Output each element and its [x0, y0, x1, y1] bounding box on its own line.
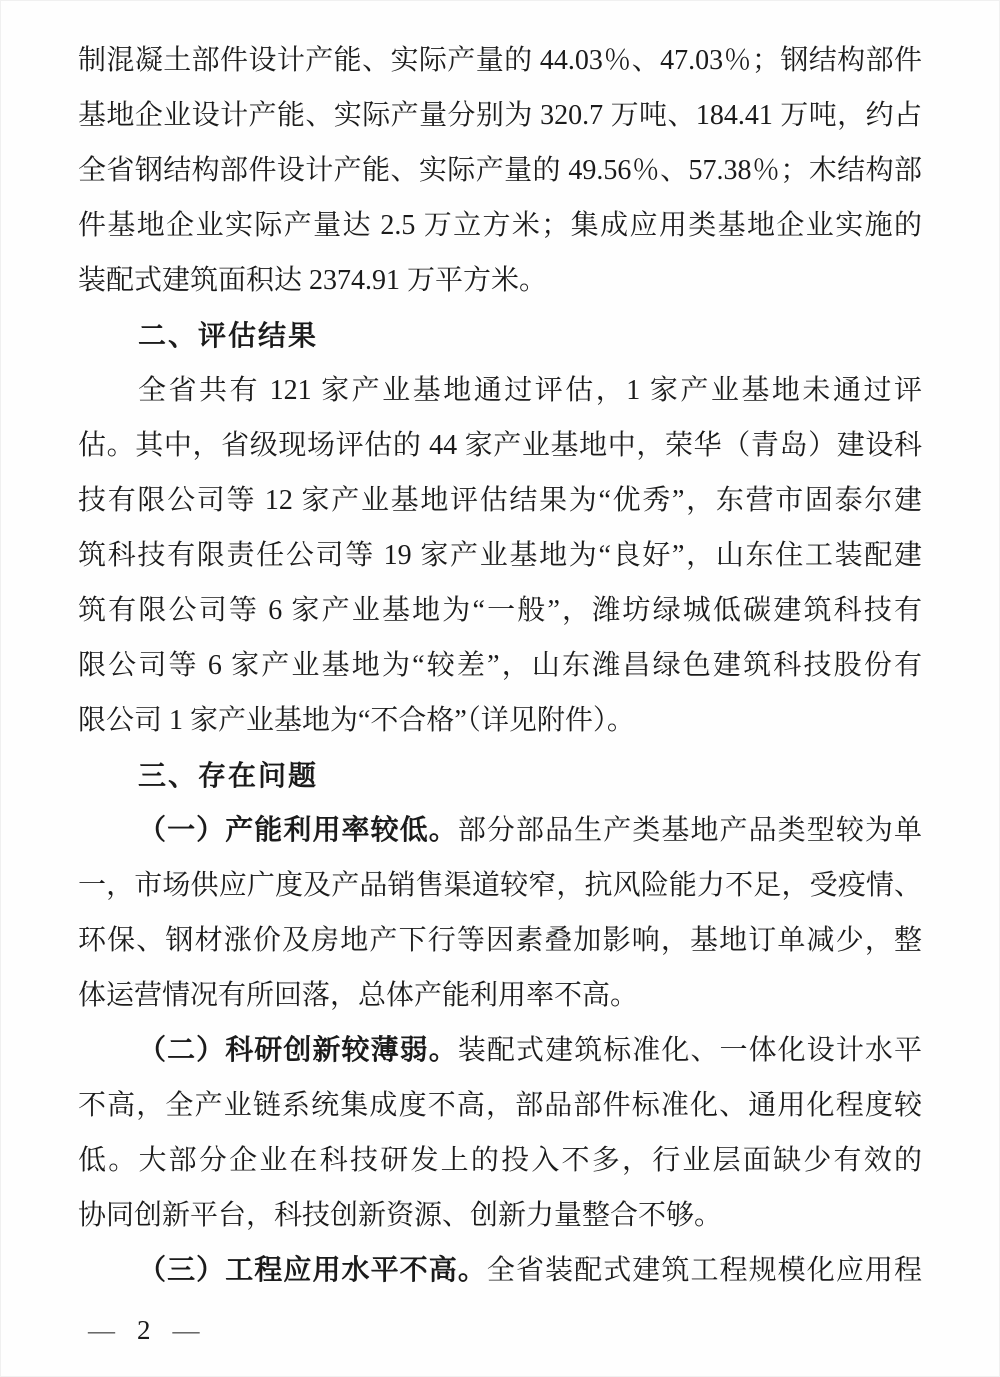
body-text: 基地企业设计产能、实际产量分别为 320.7 万吨、184.41 万吨，约占: [78, 100, 922, 131]
text-line: [78, 968, 922, 1023]
body-text: 部分部品生产类基地产品类型较为单: [457, 815, 922, 846]
text-line: [78, 1078, 922, 1133]
body-text: 不高，全产业链系统集成度不高，部品部件标准化、通用化程度较: [78, 1090, 922, 1121]
body-text: 全省钢结构部件设计产能、实际产量的 49.56％、57.38％；木结构部: [78, 155, 922, 186]
text-line: [78, 308, 922, 363]
page-number: 2: [137, 1315, 151, 1345]
body-text: 制混凝土部件设计产能、实际产量的 44.03％、47.03％；钢结构部件: [78, 45, 922, 76]
body-text: 装配式建筑标准化、一体化设计水平: [457, 1035, 922, 1066]
page-footer: [88, 1303, 200, 1358]
body-text: 技有限公司等 12 家产业基地评估结果为“优秀”，东营市固泰尔建: [78, 485, 922, 516]
body-text: 全省装配式建筑工程规模化应用程: [486, 1255, 922, 1286]
text-line: [78, 528, 922, 583]
text-line: [78, 693, 922, 748]
text-line: [78, 198, 922, 253]
section-heading: 三、存在问题: [138, 760, 319, 791]
body-text: 装配式建筑面积达 2374.91 万平方米。: [78, 265, 548, 296]
body-text: 限公司等 6 家产业基地为“较差”，山东潍昌绿色建筑科技股份有: [78, 650, 922, 681]
section-heading: 二、评估结果: [138, 320, 319, 351]
text-line: [78, 1188, 922, 1243]
text-line: [78, 638, 922, 693]
text-line: [78, 583, 922, 638]
body-text: 件基地企业实际产量达 2.5 万立方米；集成应用类基地企业实施的: [78, 210, 922, 241]
body-text: 环保、钢材涨价及房地产下行等因素叠加影响，基地订单减少，整: [78, 925, 922, 956]
paragraph-lead: （二）科研创新较薄弱。: [138, 1035, 458, 1066]
text-line: [78, 858, 922, 913]
body-text: 体运营情况有所回落，总体产能利用率不高。: [78, 980, 639, 1011]
body-text: 全省共有 121 家产业基地通过评估，1 家产业基地未通过评: [138, 375, 922, 406]
document-body: [78, 33, 922, 1298]
text-line: [78, 913, 922, 968]
text-line: [78, 418, 922, 473]
body-text: 估。其中，省级现场评估的 44 家产业基地中，荣华（青岛）建设科: [78, 430, 922, 461]
paragraph-lead: （三）工程应用水平不高。: [138, 1255, 487, 1286]
text-line: [78, 1023, 922, 1078]
body-text: 限公司 1 家产业基地为“不合格”（详见附件）。: [78, 705, 635, 736]
text-line: [78, 803, 922, 858]
text-line: [78, 143, 922, 198]
body-text: 一，市场供应广度及产品销售渠道较窄，抗风险能力不足，受疫情、: [78, 870, 922, 901]
footer-dash-left: —: [88, 1315, 115, 1345]
text-line: [78, 1243, 922, 1298]
body-text: 协同创新平台，科技创新资源、创新力量整合不够。: [78, 1200, 723, 1231]
text-line: [78, 88, 922, 143]
footer-dash-right: —: [172, 1315, 200, 1345]
text-line: [78, 33, 922, 88]
text-line: [78, 253, 922, 308]
body-text: 筑科技有限责任公司等 19 家产业基地为“良好”，山东住工装配建: [78, 540, 922, 571]
text-line: [78, 748, 922, 803]
text-line: [78, 473, 922, 528]
paragraph-lead: （一）产能利用率较低。: [138, 815, 458, 846]
body-text: 筑有限公司等 6 家产业基地为“一般”，潍坊绿城低碳建筑科技有: [78, 595, 922, 626]
body-text: 低。大部分企业在科技研发上的投入不多，行业层面缺少有效的: [78, 1145, 922, 1176]
text-line: [78, 1133, 922, 1188]
text-line: [78, 363, 922, 418]
